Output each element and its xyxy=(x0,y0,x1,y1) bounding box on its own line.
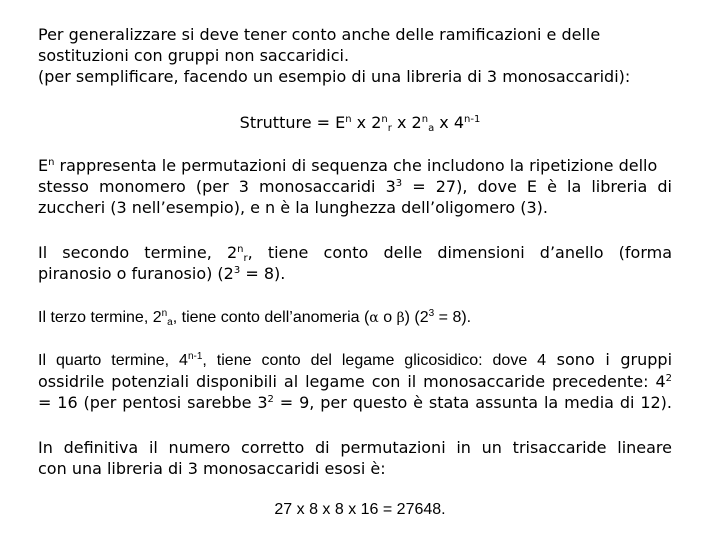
formula-line: Strutture = $E^n$ x $2^n_r$ x $2^n_a$ x 4$^{n-1}$ xyxy=(239,113,481,134)
third-term-paragraph: Il terzo termine, $2^n_a$, tiene conto dell’anomeria (α o β) $(2^3 = 8)$. xyxy=(38,308,472,328)
result-line: 27 x 8 x 8 x 16 = 27648. xyxy=(274,501,446,518)
para4-line-1: Il quarto termine, 4$^{n-1}$, tiene conto del legame glicosidico: dove 4 sono i gruppi xyxy=(38,350,673,369)
para2-line-1: Il secondo termine, $2^n_r$, tiene conto delle dimensioni d’anello (forma xyxy=(38,243,673,264)
para4-line-3: = 16 (per pentosi sarebbe $3^2 = 9$, per questo è stata assunta la media di 12). xyxy=(38,393,673,412)
para5-line-1: In definitiva il numero corretto di permutazioni in un trisaccaride lineare xyxy=(38,438,672,457)
para5-line-2: con una libreria di 3 monosaccaridi esosi è: xyxy=(38,459,386,478)
beta-symbol: β xyxy=(396,310,405,326)
permutation-paragraph xyxy=(38,155,672,218)
alpha-symbol: α xyxy=(369,310,379,326)
conclusion-paragraph xyxy=(38,437,672,479)
para1-line-2: stesso monomero (per 3 monosaccaridi $3^3 = 27$), dove E è la libreria di xyxy=(38,177,672,196)
para1-line-1: $E^n$ rappresenta le permutazioni di sequenza che includono la ripetizione dello xyxy=(38,156,658,175)
intro-line-3: (per semplificare, facendo un esempio di una libreria di 3 monosaccaridi): xyxy=(38,67,631,86)
intro-line-2: sostituzioni con gruppi non saccaridici. xyxy=(38,46,350,65)
fourth-term-paragraph xyxy=(38,349,672,413)
para4-line-2: ossidrile potenziali disponibili al legame con il monosaccaride precedente: $4^2$ xyxy=(38,372,672,391)
intro-line-1: Per generalizzare si deve tener conto anche delle ramificazioni e delle xyxy=(38,25,601,44)
intro-paragraph xyxy=(38,24,672,87)
second-term-paragraph xyxy=(38,242,672,284)
para2-line-2: piranosio o furanosio) $(2^3 = 8)$. xyxy=(38,264,286,283)
para1-line-3: zuccheri (3 nell’esempio), e n è la lunghezza dell’oligomero (3). xyxy=(38,198,548,217)
